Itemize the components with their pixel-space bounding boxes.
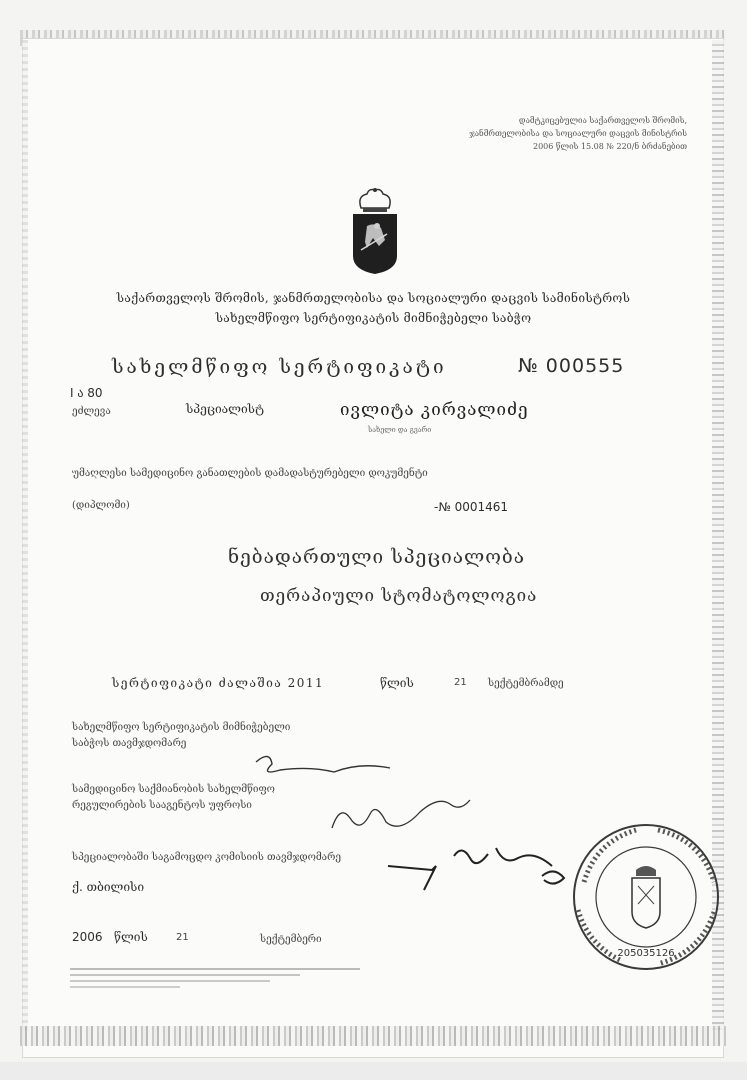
validity-month: სექტემბრამდე <box>488 678 564 689</box>
council-label-line-2: საბჭოს თავმჯდომარე <box>72 738 187 749</box>
commission-signature <box>384 836 584 896</box>
holder-name: ივლიტა კირვალიძე <box>340 400 529 420</box>
decree-line-1: დამტკიცებულია საქართველოს შრომის, <box>518 116 687 125</box>
name-caption: სახელი და გვარი <box>368 426 432 434</box>
validity-text: სერტიფიკატი ძალაშია 2011 <box>112 676 325 690</box>
issue-month: სექტემბერი <box>260 934 322 945</box>
agency-label-line-1: სამედიცინო საქმიანობის სახელმწიფო <box>72 784 275 795</box>
certificate-series: I ა 80 <box>70 386 103 400</box>
ministry-line-1: საქართველოს შრომის, ჯანმრთელობისა და სოციალური დაცვის სამინისტროს <box>116 291 631 305</box>
issue-year: 2006 <box>72 930 103 944</box>
validity-year-word: წლის <box>380 676 414 690</box>
agency-label-line-2: რეგულირების სააგენტოს უფროსი <box>72 800 252 811</box>
fine-print <box>70 968 370 988</box>
issue-year-word: წლის <box>114 930 148 944</box>
certificate-title: სახელმწიფო სერტიფიკატი <box>112 356 447 378</box>
validity-day: 21 <box>454 677 467 688</box>
paper-edge-bottom <box>20 1026 726 1046</box>
given-label: ეძლევა <box>72 406 111 417</box>
diploma-label: (დიპლომი) <box>72 500 130 511</box>
ministry-line-2: სახელმწიფო სერტიფიკატის მიმნიჭებელი საბჭო <box>215 311 532 325</box>
specialty-name: თერაპიული სტომატოლოგია <box>260 586 538 606</box>
diploma-text: უმაღლესი სამედიცინო განათლების დამადასტურებელი დოკუმენტი <box>72 468 428 479</box>
specialty-heading: ნებადართული სპეციალობა <box>228 546 526 568</box>
issue-day: 21 <box>176 932 189 943</box>
decree-line-2: ჯანმრთელობისა და სოციალური დაცვის მინისტრის <box>469 129 687 138</box>
council-label-line-1: სახელმწიფო სერტიფიკატის მიმნიჭებელი <box>72 722 291 733</box>
commission-label: სპეციალობაში საგამოცდო კომისიის თავმჯდომარე <box>72 852 341 863</box>
council-signature <box>250 748 400 782</box>
official-stamp <box>566 822 736 972</box>
certificate-number: № 000555 <box>518 355 625 377</box>
agency-signature <box>320 794 490 842</box>
holder-role: სპეციალისტ <box>186 402 264 416</box>
decree-line-3: 2006 წლის 15.08 № 220/ნ ბრძანებით <box>532 142 687 151</box>
paper-edge-left <box>22 40 28 1030</box>
stamp-number: 205035126 <box>617 948 675 959</box>
place-text: ქ. თბილისი <box>72 880 145 894</box>
diploma-number: -№ 0001461 <box>434 500 509 514</box>
scan-footer-band <box>0 1062 747 1080</box>
coat-of-arms-icon <box>347 186 403 276</box>
